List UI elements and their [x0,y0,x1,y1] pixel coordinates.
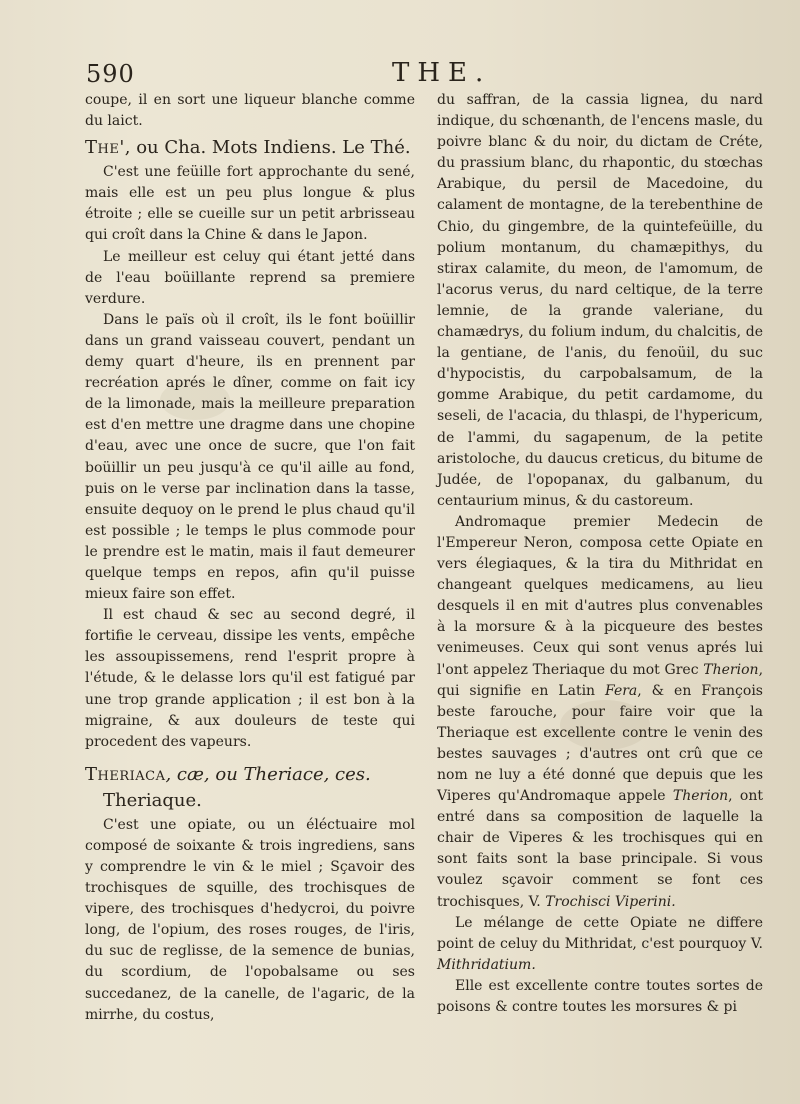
latin-term: Fera [605,682,638,699]
text-run: Andromaque premier Medecin de l'Empereur Neron, composa cette Opiate en vers élegiaques, & la tira du Mithridat en changeant quelques medicamens, au lieu desquels il en mit d'autres plus convenables à la morsure & à la picqueure des bestes venimeuses. Ceux qui sont venus aprés lui l'ont appelez Theriaque du mot Grec [437,513,763,678]
paragraph: Dans le païs où il croît, ils le font boüillir dans un grand vaisseau couvert, pendant un demy quart d'heure, ils en prennent par recréation aprés le dîner, comme on fait icy de la limonade, mais la meilleure preparation est d'en mettre une dragme dans une chopine d'eau, avec une once de sucre, que l'on fait boüillir un peu jusqu'à ce qu'il aille au fond, puis on le verse par inclination dans la tasse, ensuite dequoy on le prend le plus chaud qu'il est possible ; le temps le plus commode pour le prendre est le matin, mais il faut demeurer quelque temps en repos, afin qu'il puisse mieux faire son effet. [85,311,415,603]
paragraph: Le meilleur est celuy qui étant jetté dans de l'eau boüillante reprend sa premiere verdure. [85,248,415,307]
left-column [85,90,415,1026]
running-title: THE. [392,58,492,88]
entry-gloss: , ou Cha. Mots Indiens. Le Thé. [124,137,411,159]
dictionary-entry-the [85,136,415,160]
paragraph: C'est une opiate, ou un éléctuaire mol composé de soixante & trois ingrediens, sans y comprendre le vin & le miel ; Sçavoir des trochisques de squille, des trochisques de vipere, des trochisques d'hedycroi, du poivre long, de l'opium, des roses rouges, de l'iris, du suc de reglisse, de la semence de bunias, du scordium, de l'opobalsame ou ses succedanez, de la canelle, de l'agaric, de la mirrhe, du costus, [85,816,415,1023]
right-column [437,90,763,1018]
greek-term: Therion [703,661,759,678]
paragraph: Elle est excellente contre toutes sortes de poisons & contre toutes les morsures & pi [437,977,763,1016]
text-run: Le mélange de cette Opiate ne differe point de celuy du Mithridat, c'est pourquoy V. [437,914,763,952]
paragraph: du saffran, de la cassia lignea, du nard indique, du schœnanth, de l'encens masle, du poivre blanc & du noir, du dictam de Créte, du prassium blanc, du rhapontic, du stœchas Arabique, du persil de Macedoine, du calament de montagne, de la terebenthine de Chio, du gingembre, de la quintefeüille, du polium montanum, du chamæpithys, du stirax calamite, du meon, de l'amomum, de l'acorus verus, du nard celtique, de la terre lemnie, de la grande valeriane, du chamædrys, du folium indum, du chalcitis, de la gentiane, de l'anis, du fenoüil, du suc d'hypocistis, du carpobalsamum, de la gomme Arabique, du petit cardamome, du seseli, de l'acacia, du thlaspi, de l'hypericum, de l'ammi, du sagapenum, de la petite aristoloche, du daucus creticus, du bitume de Judée, de l'opopanax, du galbanum, du centaurium minus, & du castoreum. [437,92,763,509]
entry-variants: , cæ, ou Theriace, ces. [165,763,371,785]
greek-term: Therion [672,788,729,805]
entry-gloss: Theriaque. [103,789,202,811]
text-run: , & en François beste farouche, pour faire voir que la Theriaque est excellente contre le venin des bestes sauvages ; d'autres ont crû que ce nom ne luy a été donné que depuis que les Viperes qu'Andromaque appele [437,682,763,805]
page-number: 590 [86,60,135,88]
paragraph: coupe, il en sort une liqueur blanche comme du laict. [85,92,415,130]
dictionary-entry-theriaca [85,763,415,787]
cross-reference: Trochisci Viperini. [545,893,676,910]
paragraph [437,512,763,913]
headword: The' [85,137,125,159]
text-run: , qui signifie en Latin [437,661,764,699]
text-run: , ont entré dans sa composition de laquelle la chair de Viperes & les trochisques qui en sont faits sont la base principale. Si vous voulez sçavoir comment se font ces trochisques, V. [437,788,763,910]
cross-reference: Mithridatium. [437,956,536,973]
paragraph: Il est chaud & sec au second degré, il fortifie le cerveau, dissipe les vents, empêche les assoupissemens, rend l'esprit propre à l'étude, & le delasse lors qu'il est fatigué par une trop grande application ; il est bon à la migraine, & aux douleurs de teste qui procedent des vapeurs. [85,607,415,750]
paragraph: C'est une feüille fort approchante du sené, mais elle est un peu plus longue & plus étroite ; elle se cueille sur un petit arbrisseau qui croît dans la Chine & dans le Japon. [85,164,415,244]
paragraph [437,913,763,976]
headword: Theriaca [85,763,166,785]
